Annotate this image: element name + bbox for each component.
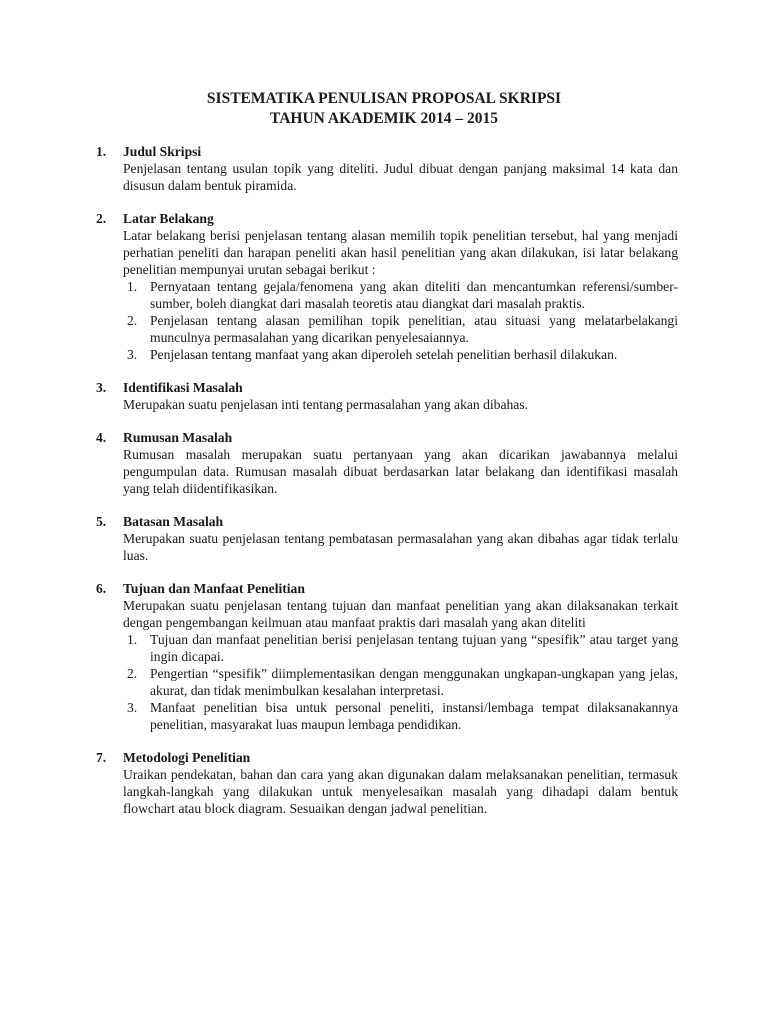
list-item-number: 1. bbox=[127, 279, 138, 294]
section-heading bbox=[96, 143, 678, 160]
list-item-number: 2. bbox=[127, 313, 138, 328]
section-body: Merupakan suatu penjelasan tentang tujuan dan manfaat penelitian yang akan dilaksanakan terkait dengan pengembangan keilmuan atau manfaat praktis dari masalah yang akan diteliti bbox=[123, 598, 678, 630]
section-number: 1. bbox=[96, 144, 107, 159]
section-body: Merupakan suatu penjelasan tentang pembatasan permasalahan yang akan dibahas agar tidak terlalu luas. bbox=[123, 531, 678, 563]
list-item-text: Tujuan dan manfaat penelitian berisi penjelasan tentang tujuan yang “spesifik” atau target yang ingin dicapai. bbox=[150, 632, 678, 664]
list-item bbox=[123, 312, 678, 346]
list-item-text: Pengertian “spesifik” diimplementasikan dengan menggunakan ungkapan-ungkapan yang jelas, akurat, dan tidak menimbulkan kesalahan interpretasi. bbox=[150, 666, 678, 698]
list-item-text: Penjelasan tentang alasan pemilihan topik penelitian, atau situasi yang melatarbelakangi munculnya permasalahan yang dicarikan penyelesaiannya. bbox=[150, 313, 678, 345]
section-number: 7. bbox=[96, 750, 107, 765]
section-heading bbox=[96, 580, 678, 597]
section-title: Metodologi Penelitian bbox=[123, 750, 251, 765]
section-body: Merupakan suatu penjelasan inti tentang permasalahan yang akan dibahas. bbox=[123, 397, 529, 412]
section bbox=[96, 429, 678, 497]
section-body: Uraikan pendekatan, bahan dan cara yang akan digunakan dalam melaksanakan penelitian, termasuk langkah-langkah yang dilakukan untuk menyelesaikan masalah yang dihadapi dalam bentuk flowchart atau block diagram. Sesuaikan dengan jadwal penelitian. bbox=[123, 767, 678, 816]
section-body: Penjelasan tentang usulan topik yang diteliti. Judul dibuat dengan panjang maksimal 14 kata dan disusun dalam bentuk piramida. bbox=[123, 161, 678, 193]
section-heading bbox=[96, 210, 678, 227]
sub-list bbox=[123, 631, 678, 733]
list-item bbox=[123, 278, 678, 312]
section-heading bbox=[96, 749, 678, 766]
section-list bbox=[96, 143, 678, 833]
section-title: Tujuan dan Manfaat Penelitian bbox=[123, 581, 305, 596]
section-number: 4. bbox=[96, 430, 107, 445]
list-item bbox=[123, 699, 678, 733]
section-number: 6. bbox=[96, 581, 107, 596]
section-number: 2. bbox=[96, 211, 107, 226]
list-item bbox=[123, 346, 678, 363]
list-item-text: Manfaat penelitian bisa untuk personal peneliti, instansi/lembaga tempat dilaksanakannya penelitian, masyarakat luas maupun lembaga pendidikan. bbox=[150, 700, 678, 732]
section-body: Rumusan masalah merupakan suatu pertanyaan yang akan dicarikan jawabannya melalui pengumpulan data. Rumusan masalah dibuat berdasarkan latar belakang dan identifikasi masalah yang telah diidentifikasikan. bbox=[123, 447, 678, 496]
document-subtitle: TAHUN AKADEMIK 2014 – 2015 bbox=[270, 110, 498, 127]
list-item-text: Penjelasan tentang manfaat yang akan diperoleh setelah penelitian berhasil dilakukan. bbox=[150, 347, 618, 362]
list-item-number: 3. bbox=[127, 347, 138, 362]
list-item-text: Pernyataan tentang gejala/fenomena yang akan diteliti dan mencantumkan referensi/sumber-sumber, boleh diangkat dari masalah teoretis atau diangkat dari masalah praktis. bbox=[150, 279, 678, 311]
list-item-number: 1. bbox=[127, 632, 138, 647]
section-heading bbox=[96, 429, 678, 446]
section bbox=[96, 210, 678, 363]
list-item bbox=[123, 631, 678, 665]
section-title: Batasan Masalah bbox=[123, 514, 224, 529]
section-heading bbox=[96, 513, 678, 530]
section-title: Judul Skripsi bbox=[123, 144, 202, 159]
section-title: Rumusan Masalah bbox=[123, 430, 233, 445]
section-title: Identifikasi Masalah bbox=[123, 380, 243, 395]
document-title: SISTEMATIKA PENULISAN PROPOSAL SKRIPSI bbox=[206, 90, 562, 107]
section-title: Latar Belakang bbox=[123, 211, 214, 226]
list-item-number: 2. bbox=[127, 666, 138, 681]
list-item bbox=[123, 665, 678, 699]
section-number: 3. bbox=[96, 380, 107, 395]
section bbox=[96, 143, 678, 194]
section bbox=[96, 749, 678, 817]
list-item-number: 3. bbox=[127, 700, 138, 715]
section-heading bbox=[96, 379, 678, 396]
section bbox=[96, 379, 678, 413]
section-number: 5. bbox=[96, 514, 107, 529]
section-body: Latar belakang berisi penjelasan tentang alasan memilih topik penelitian tersebut, hal yang menjadi perhatian peneliti dan harapan peneliti akan hasil penelitian yang akan dilakukan, isi latar belakang penelitian mempunyai urutan sebagai berikut : bbox=[123, 228, 678, 277]
sub-list bbox=[123, 278, 678, 363]
section bbox=[96, 580, 678, 733]
section bbox=[96, 513, 678, 564]
